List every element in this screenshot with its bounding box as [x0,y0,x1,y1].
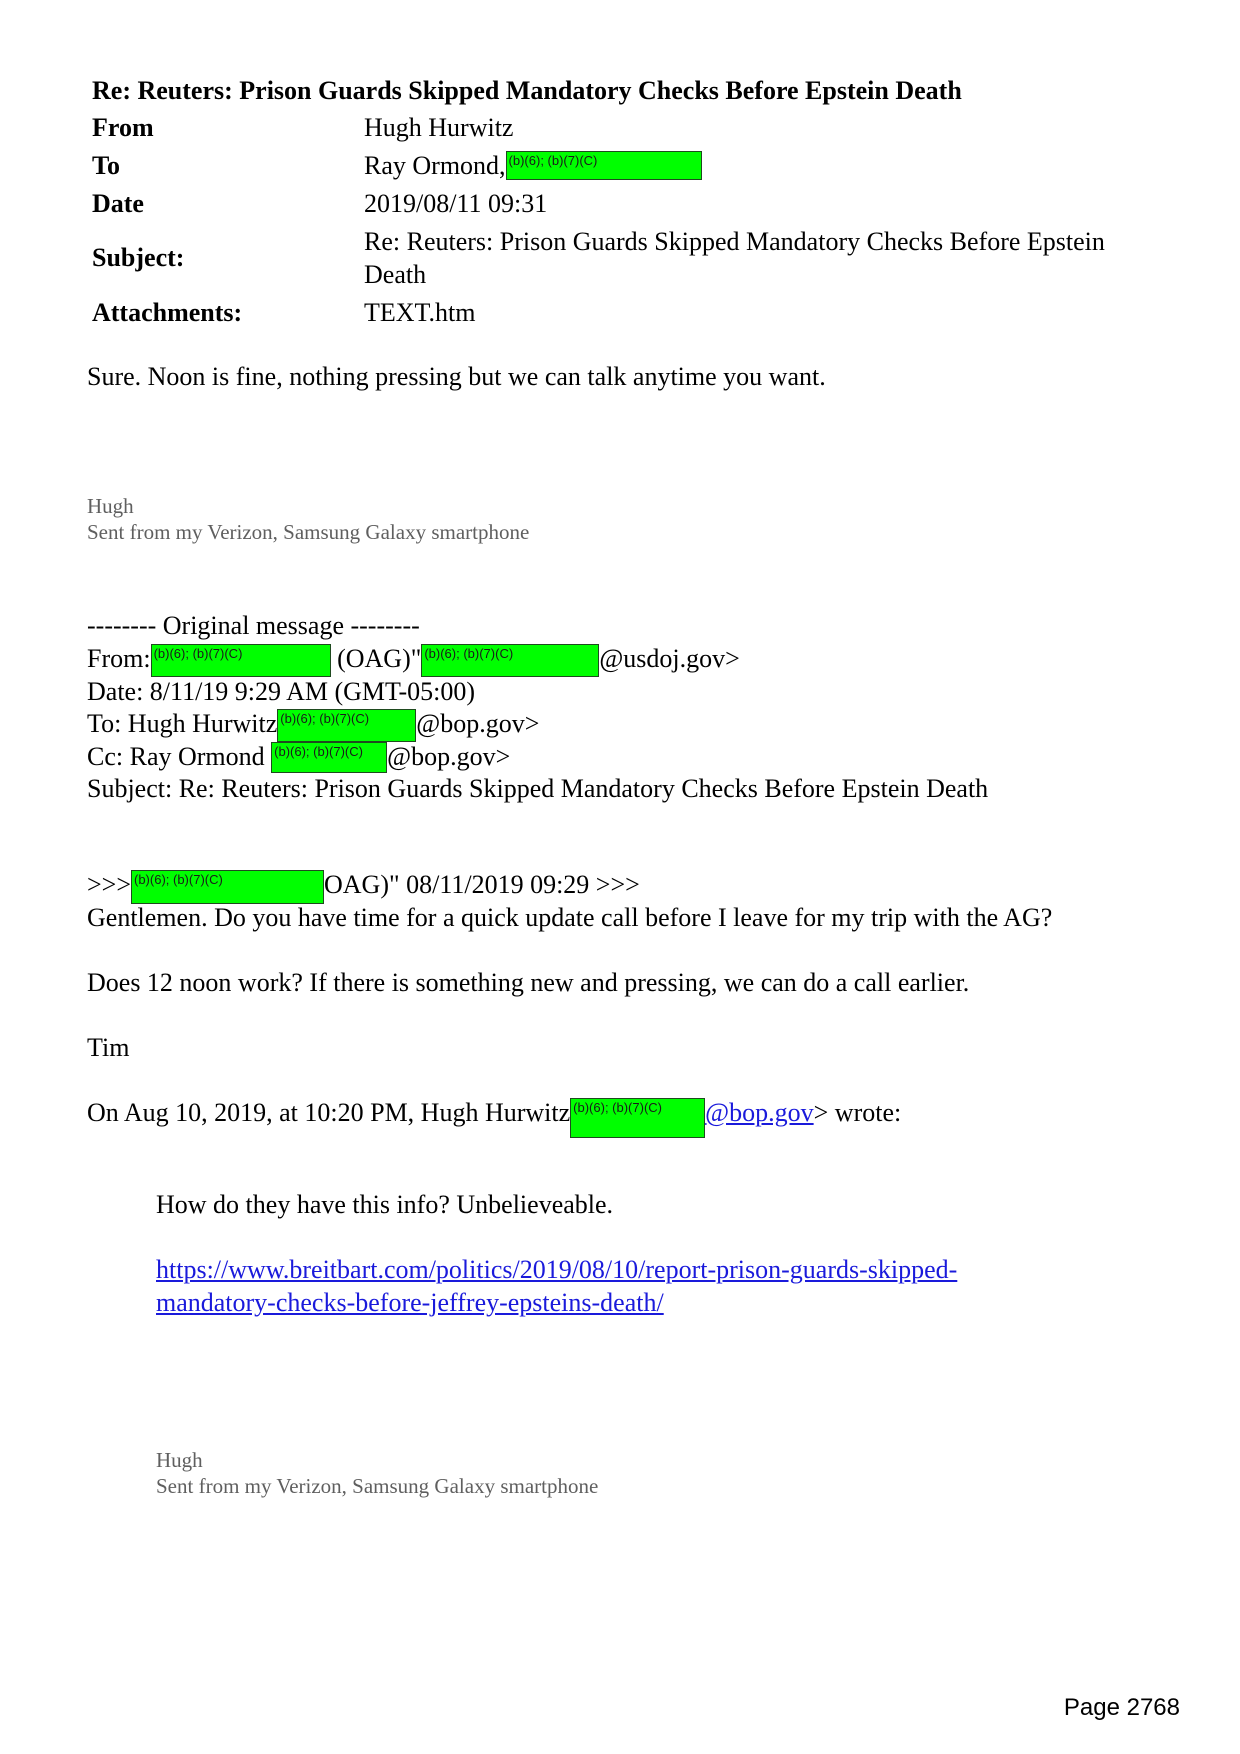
to-value [364,151,702,181]
quoted-header-line [87,870,640,904]
to-label: To [92,151,120,180]
bop-email-link[interactable]: @bop.gov [705,1098,814,1127]
page-number: Page 2768 [1063,1694,1180,1721]
quoted-line-2: Does 12 noon work? If there is something new and pressing, we can do a call earlier. [87,968,970,997]
redaction-box: (b)(6); (b)(7)(C) [131,870,324,904]
quoted-signoff: Tim [87,1033,130,1062]
from-value: Hugh Hurwitz [364,113,514,142]
quoted-prefix: >>> [87,870,131,899]
attachments-label: Attachments: [92,298,243,327]
redaction-box: (b)(6); (b)(7)(C) [271,742,387,773]
original-subject-line: Subject: Re: Reuters: Prison Guards Skipped Mandatory Checks Before Epstein Death [87,774,989,803]
reply-signature-name: Hugh [87,494,134,518]
redaction-box: (b)(6); (b)(7)(C) [506,151,702,180]
original-cc-suffix: @bop.gov> [387,742,511,771]
nested-signature-name: Hugh [156,1448,203,1472]
date-value: 2019/08/11 09:31 [364,189,548,218]
original-from-line [87,644,740,677]
original-cc-prefix: Cc: Ray Ormond [87,742,265,771]
nested-signature-device: Sent from my Verizon, Samsung Galaxy smartphone [156,1474,599,1498]
original-to-prefix: To: Hugh Hurwitz [87,709,278,738]
subject-value-line2: Death [364,260,427,289]
article-link-line1[interactable]: https://www.breitbart.com/politics/2019/08/10/report-prison-guards-skipped- [156,1255,958,1284]
quoted-suffix: OAG)" 08/11/2019 09:29 >>> [324,870,640,899]
redaction-box: (b)(6); (b)(7)(C) [421,644,599,677]
on-date-prefix: On Aug 10, 2019, at 10:20 PM, Hugh Hurwitz [87,1098,571,1127]
original-message-separator: -------- Original message -------- [87,611,420,640]
original-from-prefix: From: [87,644,151,673]
original-from-suffix: @usdoj.gov> [599,644,740,673]
original-to-suffix: @bop.gov> [416,709,540,738]
original-date-line: Date: 8/11/19 9:29 AM (GMT-05:00) [87,677,476,706]
nested-text: How do they have this info? Unbelieveable. [156,1190,614,1219]
subject-label: Subject: [92,243,185,272]
attachment-file[interactable]: TEXT.htm [364,298,476,327]
reply-text: Sure. Noon is fine, nothing pressing but we can talk anytime you want. [87,362,826,391]
original-cc-line [87,742,510,773]
redaction-box: (b)(6); (b)(7)(C) [151,644,331,677]
from-label: From [92,113,154,142]
on-date-suffix: > wrote: [813,1098,902,1127]
quoted-line-1: Gentlemen. Do you have time for a quick update call before I leave for my trip with the AG? [87,903,1053,932]
redaction-box: (b)(6); (b)(7)(C) [570,1098,705,1138]
redaction-box: (b)(6); (b)(7)(C) [277,709,416,742]
subject-value-line1: Re: Reuters: Prison Guards Skipped Mandatory Checks Before Epstein [364,227,1105,256]
date-label: Date [92,189,144,218]
article-link-line2[interactable]: mandatory-checks-before-jeffrey-epsteins-death/ [156,1288,664,1317]
reply-signature-device: Sent from my Verizon, Samsung Galaxy smartphone [87,520,530,544]
email-title: Re: Reuters: Prison Guards Skipped Mandatory Checks Before Epstein Death [92,76,962,105]
original-from-mid: (OAG)" [337,644,422,673]
original-to-line [87,709,539,742]
to-recipient: Ray Ormond, [364,151,506,180]
on-date-wrote-line [87,1098,901,1138]
